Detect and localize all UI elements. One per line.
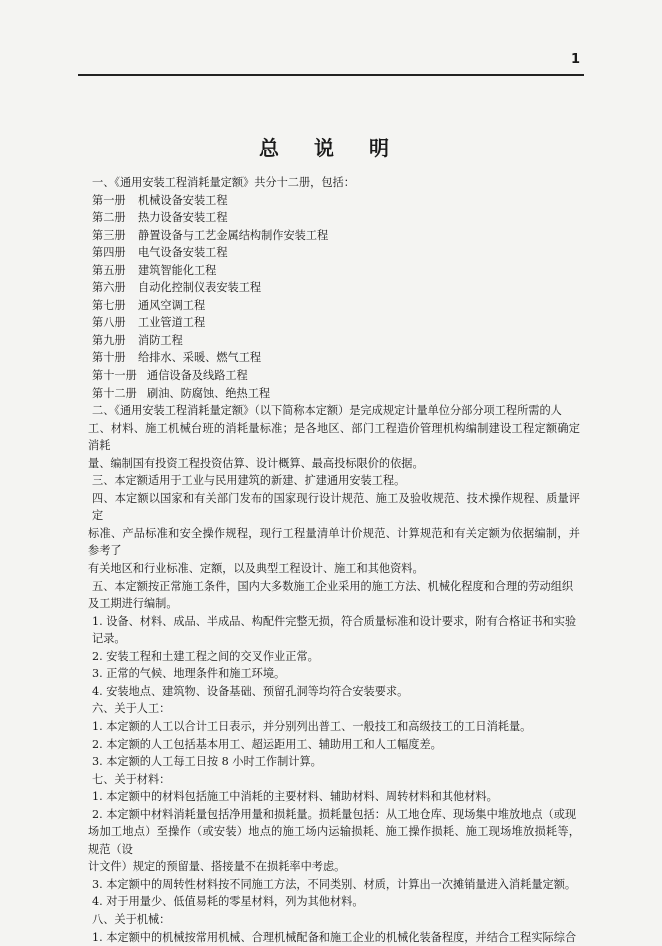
section-2-line: 工、材料、施工机械台班的消耗量标准；是各地区、部门工程造价管理机构编制建设工程定额确定消耗 <box>88 421 580 453</box>
section-5-line: 及工期进行编制。 <box>88 597 178 611</box>
volume-name: 机械设备安装工程 <box>138 193 228 207</box>
section-6-heading: 六、关于人工： <box>92 702 171 716</box>
volume-name: 消防工程 <box>138 333 183 347</box>
volume-name: 静置设备与工艺金属结构制作安装工程 <box>138 228 329 242</box>
volume-item <box>92 279 580 297</box>
section-5 <box>88 578 580 613</box>
section-7-line: 2. 本定额中材料消耗量包括净用量和损耗量。损耗量包括：从工地仓库、现场集中堆放地点（或现 <box>92 807 577 821</box>
volume-item <box>92 314 580 332</box>
volume-name: 电气设备安装工程 <box>138 246 228 260</box>
volume-item <box>92 297 580 315</box>
section-4-line: 标准、产品标准和安全操作规程，现行工程量清单计价规范、计算规范和有关定额为依据编制，并参考了 <box>88 526 580 558</box>
volume-item <box>92 227 580 245</box>
volume-item <box>92 192 580 210</box>
volume-item <box>92 367 580 385</box>
volume-item <box>92 349 580 367</box>
section-6-item: 1. 本定额的人工以合计工日表示，并分别列出普工、一般技工和高级技工的工日消耗量。 <box>92 719 532 733</box>
volume-name: 通风空调工程 <box>138 298 206 312</box>
volume-name: 工业管道工程 <box>138 316 206 330</box>
volume-number: 第九册 <box>92 333 126 347</box>
volume-name: 热力设备安装工程 <box>138 211 228 225</box>
intro-paragraph: 一、《通用安装工程消耗量定额》共分十二册，包括： <box>92 176 355 189</box>
volume-item <box>92 244 580 262</box>
document-body <box>88 174 580 946</box>
volume-name: 自动化控制仪表安装工程 <box>138 281 262 295</box>
page-number: 1 <box>570 52 580 67</box>
section-6-item: 3. 本定额的人工每工日按 8 小时工作制计算。 <box>92 755 322 769</box>
volume-number: 第三册 <box>92 228 126 242</box>
volume-name: 通信设备及线路工程 <box>147 369 248 383</box>
section-5-item: 2. 安装工程和土建工程之间的交叉作业正常。 <box>92 649 319 663</box>
volume-number: 第五册 <box>92 263 126 277</box>
section-2-line: 量、编制国有投资工程投资估算、设计概算、最高投标限价的依据。 <box>88 456 424 470</box>
section-7-item: 1. 本定额中的材料包括施工中消耗的主要材料、辅助材料、周转材料和其他材料。 <box>92 790 498 804</box>
section-4-line: 四、本定额以国家和有关部门发布的国家现行设计规范、施工及验收规范、技术操作规程、质量评定 <box>92 491 580 523</box>
volume-number: 第十二册 <box>92 386 137 400</box>
section-6-item: 2. 本定额的人工包括基本用工、超运距用工、辅助用工和人工幅度差。 <box>92 737 442 751</box>
volume-number: 第六册 <box>92 281 126 295</box>
header-rule <box>78 74 584 76</box>
section-4 <box>88 490 580 578</box>
volume-number: 第八册 <box>92 316 126 330</box>
section-2 <box>88 402 580 472</box>
section-5-item: 4. 安装地点、建筑物、设备基础、预留孔洞等均符合安装要求。 <box>92 684 409 698</box>
volume-name: 刷油、防腐蚀、绝热工程 <box>147 386 271 400</box>
section-7-line: 计文件）规定的预留量、搭接量不在损耗率中考虑。 <box>88 860 346 874</box>
volume-number: 第一册 <box>92 193 126 207</box>
volume-name: 给排水、采暖、燃气工程 <box>138 351 262 365</box>
volume-item <box>92 332 580 350</box>
section-3: 三、本定额适用于工业与民用建筑的新建、扩建通用安装工程。 <box>92 474 406 488</box>
volume-name: 建筑智能化工程 <box>138 263 217 277</box>
section-5-line: 五、本定额按正常施工条件，国内大多数施工企业采用的施工方法、机械化程度和合理的劳动组织 <box>92 579 574 593</box>
volume-number: 第四册 <box>92 246 126 260</box>
section-7-line: 场加工地点）至操作（或安装）地点的施工场内运输损耗、施工操作损耗、施工现场堆放损耗等，规范（设 <box>88 825 580 856</box>
volume-number: 第七册 <box>92 298 126 312</box>
section-8-heading: 八、关于机械： <box>92 912 171 926</box>
volume-number: 第二册 <box>92 211 126 225</box>
section-7-item-2 <box>88 806 580 876</box>
volume-item <box>92 262 580 280</box>
section-7-item: 3. 本定额中的周转性材料按不同施工方法，不同类别、材质，计算出一次摊销量进入消耗量定额。 <box>92 877 577 891</box>
section-7-heading: 七、关于材料： <box>92 772 171 786</box>
section-7-item: 4. 对于用量少、低值易耗的零星材料，列为其他材料。 <box>92 895 364 909</box>
section-8-item: 1. 本定额中的机械按常用机械、合理机械配备和施工企业的机械化装备程度，并结合工程实际综合 <box>92 930 577 944</box>
volume-list <box>92 192 580 403</box>
page-title: 总 说 明 <box>259 136 403 160</box>
section-2-line: 二、《通用安装工程消耗量定额》（以下简称本定额）是完成规定计量单位分部分项工程所需的人 <box>92 404 562 418</box>
volume-item <box>92 209 580 227</box>
volume-number: 第十一册 <box>92 369 137 383</box>
volume-item <box>92 385 580 403</box>
section-5-item: 1. 设备、材料、成品、半成品、构配件完整无损，符合质量标准和设计要求，附有合格证书和实验记录。 <box>92 614 577 646</box>
section-4-line: 有关地区和行业标准、定额，以及典型工程设计、施工和其他资料。 <box>88 562 424 576</box>
section-5-item: 3. 正常的气候、地理条件和施工环境。 <box>92 667 286 681</box>
volume-number: 第十册 <box>92 351 126 365</box>
